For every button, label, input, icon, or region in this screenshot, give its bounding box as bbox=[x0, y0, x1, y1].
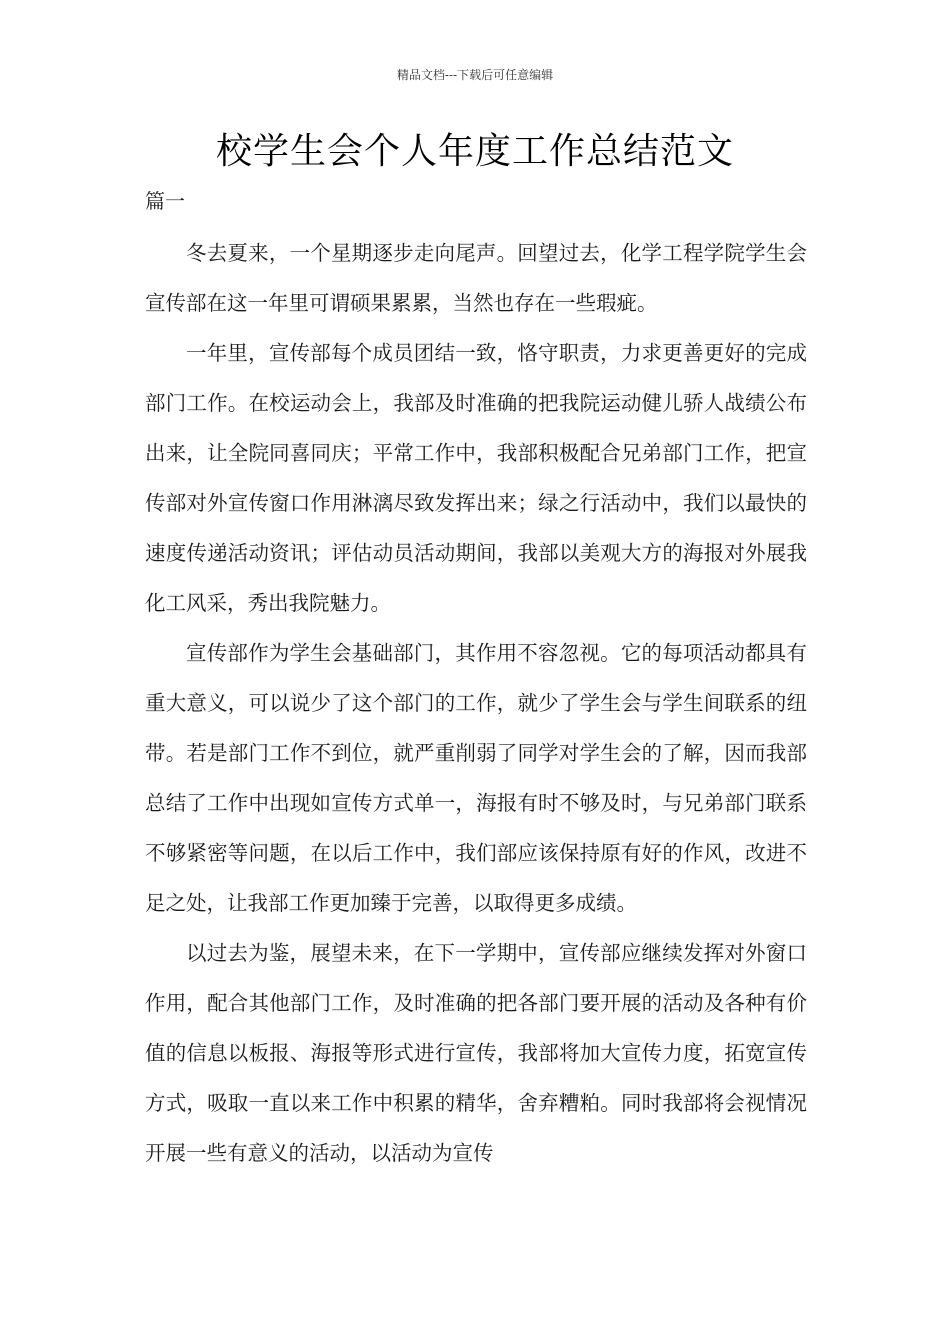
document-title: 校学生会个人年度工作总结范文 bbox=[215, 131, 734, 172]
paragraph: 一年里，宣传部每个成员团结一致，恪守职责，力求更善更好的完成部门工作。在校运动会上，我部及时准确的把我院运动健儿骄人战绩公布出来，让全院同喜同庆；平常工作中，我部积极配合兄弟部门工作，把宣传部对外宣传窗口作用淋漓尽致发挥出来；绿之行活动中，我们以最快的速度传递活动资讯；评估动员活动期间，我部以美观大方的海报对外展我化工风采，秀出我院魅力。 bbox=[145, 341, 807, 615]
paragraph: 宣传部作为学生会基础部门，其作用不容忽视。它的每项活动都具有重大意义，可以说少了这个部门的工作，就少了学生会与学生间联系的纽带。若是部门工作不到位，就严重削弱了同学对学生会的了解，因而我部总结了工作中出现如宣传方式单一，海报有时不够及时，与兄弟部门联系不够紧密等问题，在以后工作中，我们部应该保持原有好的作风，改进不足之处，让我部工作更加臻于完善，以取得更多成绩。 bbox=[145, 641, 807, 915]
paragraph: 以过去为鉴，展望未来，在下一学期中，宣传部应继续发挥对外窗口作用，配合其他部门工作，及时准确的把各部门要开展的活动及各种有价值的信息以板报、海报等形式进行宣传，我部将加大宣传力度，拓宽宣传方式，吸取一直以来工作中积累的精华，舍弃糟粕。同时我部将会视情况开展一些有意义的活动，以活动为宣传 bbox=[145, 941, 807, 1165]
paragraph: 冬去夏来，一个星期逐步走向尾声。回望过去，化学工程学院学生会宣传部在这一年里可谓硕果累累，当然也存在一些瑕疵。 bbox=[145, 241, 807, 315]
header-note: 精品文档---下载后可任意编辑 bbox=[396, 68, 554, 82]
section-label: 篇一 bbox=[145, 189, 185, 213]
document-body bbox=[145, 228, 807, 1178]
